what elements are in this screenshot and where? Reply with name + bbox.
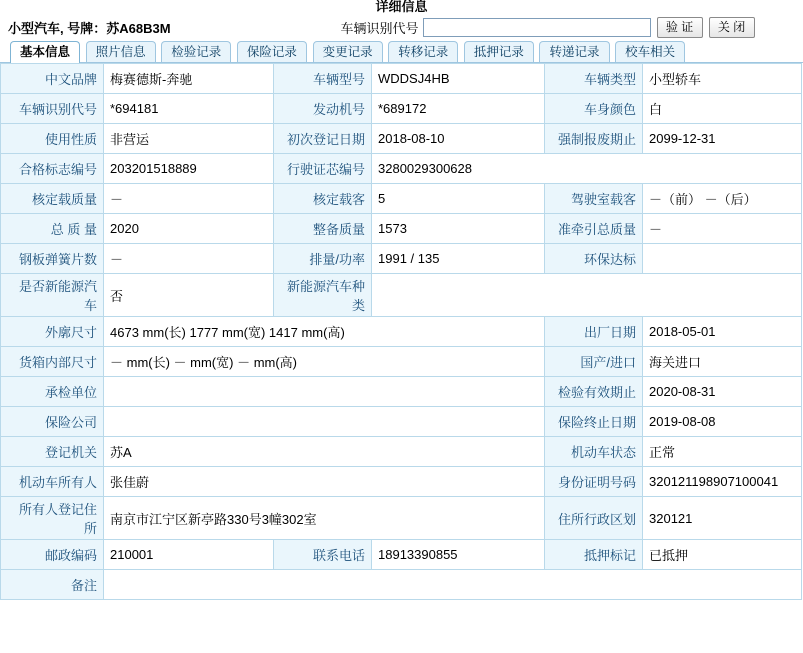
insurance-end-label: 保险终止日期	[545, 407, 643, 437]
factory-date-label: 出厂日期	[545, 317, 643, 347]
table-row	[1, 94, 802, 124]
vehicle-detail-table	[0, 63, 802, 600]
top-search-bar	[0, 14, 803, 40]
phone-value: 18913390855	[372, 540, 545, 570]
table-row	[1, 124, 802, 154]
registration-authority-label: 登记机关	[1, 437, 104, 467]
close-button[interactable]: 关 闭	[709, 17, 755, 38]
id-number-value: 320121198907100041	[643, 467, 802, 497]
tab-bar	[0, 40, 803, 63]
new-energy-label: 是否新能源汽车	[1, 274, 104, 317]
inspection-valid-value: 2020-08-31	[643, 377, 802, 407]
table-row	[1, 154, 802, 184]
spring-count-value: －	[104, 244, 274, 274]
new-energy-value: 否	[104, 274, 274, 317]
vehicle-type-value: 小型轿车	[643, 64, 802, 94]
inspection-org-label: 承检单位	[1, 377, 104, 407]
brand-value: 梅赛德斯-奔驰	[104, 64, 274, 94]
insurance-company-value	[104, 407, 545, 437]
plate-text: 小型汽车, 号牌：苏A68B3M	[8, 20, 171, 36]
tab-change-records[interactable]: 变更记录	[313, 41, 383, 62]
scrap-deadline-label: 强制报废期止	[545, 124, 643, 154]
table-row	[1, 64, 802, 94]
owner-label: 机动车所有人	[1, 467, 104, 497]
mortgage-value: 已抵押	[643, 540, 802, 570]
emission-standard-label: 环保达标	[545, 244, 643, 274]
vehicle-status-label: 机动车状态	[545, 437, 643, 467]
body-color-label: 车身颜色	[545, 94, 643, 124]
phone-label: 联系电话	[274, 540, 372, 570]
tow-mass-label: 准牵引总质量	[545, 214, 643, 244]
district-code-value: 320121	[643, 497, 802, 540]
inspection-org-value	[104, 377, 545, 407]
gross-mass-value: 2020	[104, 214, 274, 244]
emission-standard-value	[643, 244, 802, 274]
table-row	[1, 214, 802, 244]
table-row	[1, 274, 802, 317]
new-energy-type-label: 新能源汽车种类	[274, 274, 372, 317]
vehicle-type-label: 车辆类型	[545, 64, 643, 94]
registration-authority-value: 苏A	[104, 437, 545, 467]
vin-search-label: 车辆识别代号	[340, 20, 419, 36]
cab-seats-value: －（前） －（后）	[643, 184, 802, 214]
postcode-label: 邮政编码	[1, 540, 104, 570]
table-row	[1, 497, 802, 540]
body-color-value: 白	[643, 94, 802, 124]
district-code-label: 住所行政区划	[545, 497, 643, 540]
mortgage-label: 抵押标记	[545, 540, 643, 570]
use-nature-label: 使用性质	[1, 124, 104, 154]
window-title: 详细信息	[375, 0, 428, 14]
load-mass-value: －	[104, 184, 274, 214]
postcode-value: 210001	[104, 540, 274, 570]
gross-mass-label: 总 质 量	[1, 214, 104, 244]
vin-search-input[interactable]	[423, 18, 651, 37]
tab-transfer-records[interactable]: 转移记录	[388, 41, 458, 62]
vehicle-status-value: 正常	[643, 437, 802, 467]
table-row	[1, 347, 802, 377]
certificate-number-label: 合格标志编号	[1, 154, 104, 184]
cargo-dimension-label: 货箱内部尺寸	[1, 347, 104, 377]
address-label: 所有人登记住所	[1, 497, 104, 540]
curb-mass-label: 整备质量	[274, 214, 372, 244]
table-row	[1, 467, 802, 497]
use-nature-value: 非营运	[104, 124, 274, 154]
origin-value: 海关进口	[643, 347, 802, 377]
license-chip-value: 3280029300628	[372, 154, 802, 184]
displacement-power-label: 排量/功率	[274, 244, 372, 274]
vin-value: *694181	[104, 94, 274, 124]
cab-seats-label: 驾驶室载客	[545, 184, 643, 214]
first-registration-value: 2018-08-10	[372, 124, 545, 154]
table-row	[1, 407, 802, 437]
seats-label: 核定载客	[274, 184, 372, 214]
curb-mass-value: 1573	[372, 214, 545, 244]
dimension-value: 4673 mm(长) 1777 mm(宽) 1417 mm(高)	[104, 317, 545, 347]
origin-label: 国产/进口	[545, 347, 643, 377]
table-row	[1, 540, 802, 570]
first-registration-label: 初次登记日期	[274, 124, 372, 154]
displacement-power-value: 1991 / 135	[372, 244, 545, 274]
insurance-company-label: 保险公司	[1, 407, 104, 437]
address-value: 南京市江宁区新亭路330号3幢302室	[104, 497, 545, 540]
table-row	[1, 377, 802, 407]
certificate-number-value: 203201518889	[104, 154, 274, 184]
table-row	[1, 184, 802, 214]
tab-photo-info[interactable]: 照片信息	[86, 41, 156, 62]
engine-label: 发动机号	[274, 94, 372, 124]
inspection-valid-label: 检验有效期止	[545, 377, 643, 407]
owner-value: 张佳蔚	[104, 467, 545, 497]
engine-value: *689172	[372, 94, 545, 124]
license-chip-label: 行驶证芯编号	[274, 154, 372, 184]
model-value: WDDSJ4HB	[372, 64, 545, 94]
cargo-dimension-value: － mm(长) － mm(宽) － mm(高)	[104, 347, 545, 377]
model-label: 车辆型号	[274, 64, 372, 94]
table-row	[1, 317, 802, 347]
vin-label: 车辆识别代号	[1, 94, 104, 124]
brand-label: 中文品牌	[1, 64, 104, 94]
factory-date-value: 2018-05-01	[643, 317, 802, 347]
remark-label: 备注	[1, 570, 104, 600]
id-number-label: 身份证明号码	[545, 467, 643, 497]
spring-count-label: 钢板弹簧片数	[1, 244, 104, 274]
table-row	[1, 244, 802, 274]
verify-button[interactable]: 验 证	[657, 17, 703, 38]
insurance-end-value: 2019-08-08	[643, 407, 802, 437]
dimension-label: 外廓尺寸	[1, 317, 104, 347]
tab-mortgage-records[interactable]: 抵押记录	[464, 41, 534, 62]
scrap-deadline-value: 2099-12-31	[643, 124, 802, 154]
seats-value: 5	[372, 184, 545, 214]
table-row	[1, 437, 802, 467]
new-energy-type-value	[372, 274, 802, 317]
tow-mass-value: －	[643, 214, 802, 244]
tab-insurance-records[interactable]: 保险记录	[237, 41, 307, 62]
remark-value	[104, 570, 802, 600]
table-row	[1, 570, 802, 600]
tab-delivery-records[interactable]: 转递记录	[539, 41, 609, 62]
tab-inspection-records[interactable]: 检验记录	[161, 41, 231, 62]
tab-basic-info[interactable]: 基本信息	[10, 41, 80, 63]
tab-school-bus[interactable]: 校车相关	[615, 41, 685, 62]
load-mass-label: 核定载质量	[1, 184, 104, 214]
